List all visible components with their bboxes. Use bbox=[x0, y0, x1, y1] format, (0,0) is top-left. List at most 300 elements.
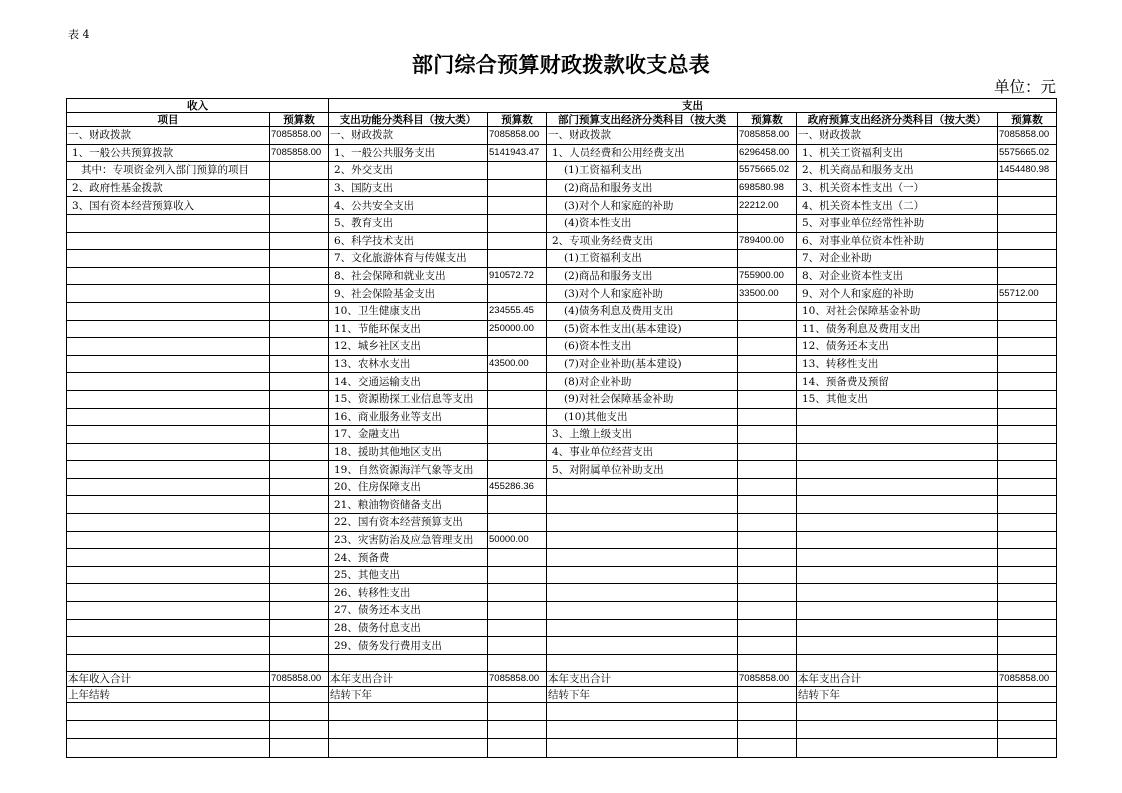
dept-econ-category-cell: (3)对个人和家庭补助 bbox=[547, 285, 738, 303]
table-row bbox=[67, 355, 1057, 373]
income-item-cell bbox=[67, 461, 270, 479]
dept-econ-amount-cell bbox=[738, 654, 797, 671]
gov-econ-category-cell bbox=[797, 549, 998, 567]
gov-econ-amount-cell bbox=[998, 232, 1057, 250]
gov-econ-category-cell: 6、对事业单位资本性补助 bbox=[797, 232, 998, 250]
dept-econ-amount-cell bbox=[738, 637, 797, 655]
dept-econ-category-cell bbox=[547, 478, 738, 496]
dept-econ-category-cell: 5、对附属单位补助支出 bbox=[547, 461, 738, 479]
gov-econ-category-cell: 15、其他支出 bbox=[797, 390, 998, 408]
function-amount-cell bbox=[488, 654, 547, 671]
income-item-cell bbox=[67, 214, 270, 232]
dept-econ-amount-cell bbox=[738, 721, 797, 739]
table-row bbox=[67, 250, 1057, 268]
dept-econ-amount-cell: 5575665.02 bbox=[738, 162, 797, 180]
table-row bbox=[67, 162, 1057, 180]
column-header-gov-econ-amount: 预算数 bbox=[998, 113, 1057, 127]
income-amount-cell bbox=[270, 373, 329, 391]
income-amount-cell bbox=[270, 355, 329, 373]
gov-econ-amount-cell bbox=[998, 584, 1057, 602]
table-row bbox=[67, 721, 1057, 739]
gov-econ-category-cell: 10、对社会保障基金补助 bbox=[797, 302, 998, 320]
income-item-cell bbox=[67, 654, 270, 671]
gov-econ-category-cell: 1、机关工资福利支出 bbox=[797, 144, 998, 162]
income-item-cell bbox=[67, 232, 270, 250]
function-category-cell: 本年支出合计 bbox=[329, 671, 488, 687]
table-row bbox=[67, 514, 1057, 532]
dept-econ-amount-cell: 698580.98 bbox=[738, 179, 797, 197]
function-category-cell: 6、科学技术支出 bbox=[329, 232, 488, 250]
function-category-cell: 21、粮油物资储备支出 bbox=[329, 496, 488, 514]
function-amount-cell bbox=[488, 619, 547, 637]
function-category-cell: 4、公共安全支出 bbox=[329, 197, 488, 215]
gov-econ-amount-cell bbox=[998, 619, 1057, 637]
dept-econ-amount-cell bbox=[738, 214, 797, 232]
function-category-cell: 26、转移性支出 bbox=[329, 584, 488, 602]
column-header-dept-econ-amount: 预算数 bbox=[738, 113, 797, 127]
gov-econ-category-cell bbox=[797, 478, 998, 496]
table-row bbox=[67, 654, 1057, 671]
income-item-cell: 1、一般公共预算拨款 bbox=[67, 144, 270, 162]
income-item-cell bbox=[67, 267, 270, 285]
table-row bbox=[67, 285, 1057, 303]
gov-econ-amount-cell bbox=[998, 373, 1057, 391]
function-amount-cell bbox=[488, 390, 547, 408]
dept-econ-category-cell: (7)对企业补助(基本建设) bbox=[547, 355, 738, 373]
dept-econ-category-cell: 2、专项业务经费支出 bbox=[547, 232, 738, 250]
dept-econ-amount-cell bbox=[738, 602, 797, 620]
dept-econ-amount-cell: 22212.00 bbox=[738, 197, 797, 215]
table-row bbox=[67, 687, 1057, 703]
income-item-cell bbox=[67, 531, 270, 549]
income-item-cell: 其中：专项资金列入部门预算的项目 bbox=[67, 162, 270, 180]
dept-econ-amount-cell: 789400.00 bbox=[738, 232, 797, 250]
income-amount-cell bbox=[270, 566, 329, 584]
table-row bbox=[67, 320, 1057, 338]
gov-econ-category-cell: 本年支出合计 bbox=[797, 671, 998, 687]
function-category-cell: 27、债务还本支出 bbox=[329, 602, 488, 620]
income-amount-cell bbox=[270, 408, 329, 426]
dept-econ-category-cell: (1)工资福利支出 bbox=[547, 162, 738, 180]
function-amount-cell bbox=[488, 584, 547, 602]
dept-econ-amount-cell bbox=[738, 426, 797, 444]
column-header-function-category: 支出功能分类科目（按大类） bbox=[329, 113, 488, 127]
income-amount-cell bbox=[270, 654, 329, 671]
table-row bbox=[67, 443, 1057, 461]
dept-econ-category-cell bbox=[547, 654, 738, 671]
table-number-label: 表 4 bbox=[68, 28, 90, 41]
gov-econ-category-cell: 9、对个人和家庭的补助 bbox=[797, 285, 998, 303]
income-amount-cell bbox=[270, 302, 329, 320]
function-amount-cell: 7085858.00 bbox=[488, 671, 547, 687]
table-row bbox=[67, 531, 1057, 549]
function-category-cell: 一、财政拨款 bbox=[329, 127, 488, 145]
income-item-cell bbox=[67, 478, 270, 496]
gov-econ-category-cell bbox=[797, 619, 998, 637]
function-amount-cell: 250000.00 bbox=[488, 320, 547, 338]
income-amount-cell bbox=[270, 338, 329, 356]
income-item-cell bbox=[67, 496, 270, 514]
gov-econ-category-cell bbox=[797, 602, 998, 620]
income-item-cell bbox=[67, 602, 270, 620]
income-amount-cell bbox=[270, 478, 329, 496]
dept-econ-category-cell: (2)商品和服务支出 bbox=[547, 267, 738, 285]
dept-econ-category-cell bbox=[547, 602, 738, 620]
gov-econ-amount-cell bbox=[998, 250, 1057, 268]
dept-econ-amount-cell: 33500.00 bbox=[738, 285, 797, 303]
income-amount-cell bbox=[270, 549, 329, 567]
function-category-cell: 5、教育支出 bbox=[329, 214, 488, 232]
income-amount-cell bbox=[270, 214, 329, 232]
income-item-cell bbox=[67, 355, 270, 373]
function-category-cell: 2、外交支出 bbox=[329, 162, 488, 180]
dept-econ-category-cell bbox=[547, 619, 738, 637]
table-row bbox=[67, 461, 1057, 479]
table-row bbox=[67, 127, 1057, 145]
gov-econ-amount-cell bbox=[998, 739, 1057, 757]
gov-econ-category-cell bbox=[797, 637, 998, 655]
gov-econ-category-cell bbox=[797, 461, 998, 479]
function-amount-cell: 234555.45 bbox=[488, 302, 547, 320]
function-category-cell: 18、援助其他地区支出 bbox=[329, 443, 488, 461]
gov-econ-amount-cell: 55712.00 bbox=[998, 285, 1057, 303]
dept-econ-amount-cell bbox=[738, 338, 797, 356]
income-item-cell bbox=[67, 619, 270, 637]
function-amount-cell bbox=[488, 637, 547, 655]
gov-econ-category-cell: 4、机关资本性支出（二） bbox=[797, 197, 998, 215]
group-header-row bbox=[67, 99, 1057, 113]
gov-econ-category-cell: 一、财政拨款 bbox=[797, 127, 998, 145]
income-item-cell: 本年收入合计 bbox=[67, 671, 270, 687]
table-row bbox=[67, 338, 1057, 356]
income-item-cell bbox=[67, 250, 270, 268]
function-amount-cell bbox=[488, 214, 547, 232]
gov-econ-category-cell: 11、债务利息及费用支出 bbox=[797, 320, 998, 338]
dept-econ-category-cell bbox=[547, 739, 738, 757]
function-amount-cell bbox=[488, 549, 547, 567]
table-row bbox=[67, 426, 1057, 444]
income-item-cell bbox=[67, 566, 270, 584]
gov-econ-amount-cell bbox=[998, 478, 1057, 496]
dept-econ-category-cell: (5)资本性支出(基本建设) bbox=[547, 320, 738, 338]
function-category-cell: 20、住房保障支出 bbox=[329, 478, 488, 496]
function-amount-cell bbox=[488, 426, 547, 444]
table-row bbox=[67, 197, 1057, 215]
dept-econ-category-cell: (9)对社会保障基金补助 bbox=[547, 390, 738, 408]
income-item-cell bbox=[67, 426, 270, 444]
income-amount-cell bbox=[270, 637, 329, 655]
gov-econ-amount-cell bbox=[998, 302, 1057, 320]
income-amount-cell bbox=[270, 320, 329, 338]
dept-econ-category-cell: 一、财政拨款 bbox=[547, 127, 738, 145]
table-row bbox=[67, 602, 1057, 620]
function-category-cell: 3、国防支出 bbox=[329, 179, 488, 197]
income-item-cell bbox=[67, 302, 270, 320]
income-item-cell bbox=[67, 443, 270, 461]
income-amount-cell bbox=[270, 721, 329, 739]
dept-econ-amount-cell: 6296458.00 bbox=[738, 144, 797, 162]
function-amount-cell: 43500.00 bbox=[488, 355, 547, 373]
function-category-cell: 16、商业服务业等支出 bbox=[329, 408, 488, 426]
dept-econ-amount-cell bbox=[738, 514, 797, 532]
gov-econ-amount-cell bbox=[998, 721, 1057, 739]
dept-econ-category-cell bbox=[547, 514, 738, 532]
function-category-cell: 23、灾害防治及应急管理支出 bbox=[329, 531, 488, 549]
function-category-cell: 11、节能环保支出 bbox=[329, 320, 488, 338]
gov-econ-category-cell bbox=[797, 408, 998, 426]
gov-econ-category-cell: 7、对企业补助 bbox=[797, 250, 998, 268]
income-amount-cell: 7085858.00 bbox=[270, 144, 329, 162]
table-row bbox=[67, 179, 1057, 197]
income-amount-cell bbox=[270, 687, 329, 703]
table-row bbox=[67, 566, 1057, 584]
gov-econ-amount-cell bbox=[998, 461, 1057, 479]
gov-econ-category-cell bbox=[797, 531, 998, 549]
dept-econ-category-cell: 1、人员经费和公用经费支出 bbox=[547, 144, 738, 162]
dept-econ-amount-cell bbox=[738, 461, 797, 479]
function-amount-cell: 910572.72 bbox=[488, 267, 547, 285]
income-amount-cell bbox=[270, 584, 329, 602]
gov-econ-category-cell bbox=[797, 426, 998, 444]
dept-econ-amount-cell bbox=[738, 584, 797, 602]
income-amount-cell bbox=[270, 232, 329, 250]
income-amount-cell: 7085858.00 bbox=[270, 127, 329, 145]
income-amount-cell bbox=[270, 426, 329, 444]
gov-econ-category-cell: 8、对企业资本性支出 bbox=[797, 267, 998, 285]
gov-econ-amount-cell bbox=[998, 602, 1057, 620]
function-amount-cell bbox=[488, 602, 547, 620]
table-row bbox=[67, 267, 1057, 285]
income-item-cell: 3、国有资本经营预算收入 bbox=[67, 197, 270, 215]
dept-econ-amount-cell bbox=[738, 566, 797, 584]
dept-econ-category-cell bbox=[547, 496, 738, 514]
column-header-gov-econ-category: 政府预算支出经济分类科目（按大类） bbox=[797, 113, 998, 127]
income-amount-cell bbox=[270, 602, 329, 620]
dept-econ-category-cell: (3)对个人和家庭的补助 bbox=[547, 197, 738, 215]
expense-group-header: 支出 bbox=[329, 99, 1057, 113]
dept-econ-category-cell bbox=[547, 721, 738, 739]
income-item-cell bbox=[67, 721, 270, 739]
gov-econ-amount-cell bbox=[998, 637, 1057, 655]
dept-econ-category-cell bbox=[547, 531, 738, 549]
dept-econ-amount-cell: 7085858.00 bbox=[738, 671, 797, 687]
function-amount-cell bbox=[488, 496, 547, 514]
gov-econ-amount-cell bbox=[998, 443, 1057, 461]
table-body bbox=[67, 127, 1057, 758]
income-item-cell bbox=[67, 584, 270, 602]
gov-econ-amount-cell bbox=[998, 549, 1057, 567]
table-row bbox=[67, 214, 1057, 232]
function-amount-cell bbox=[488, 687, 547, 703]
dept-econ-category-cell: (10)其他支出 bbox=[547, 408, 738, 426]
income-amount-cell bbox=[270, 197, 329, 215]
income-amount-cell bbox=[270, 702, 329, 720]
gov-econ-category-cell: 2、机关商品和服务支出 bbox=[797, 162, 998, 180]
gov-econ-category-cell bbox=[797, 702, 998, 720]
income-amount-cell bbox=[270, 531, 329, 549]
gov-econ-amount-cell bbox=[998, 687, 1057, 703]
gov-econ-amount-cell bbox=[998, 702, 1057, 720]
function-amount-cell bbox=[488, 702, 547, 720]
income-amount-cell bbox=[270, 496, 329, 514]
table-row bbox=[67, 302, 1057, 320]
gov-econ-amount-cell bbox=[998, 496, 1057, 514]
dept-econ-category-cell bbox=[547, 702, 738, 720]
gov-econ-amount-cell bbox=[998, 338, 1057, 356]
gov-econ-category-cell bbox=[797, 739, 998, 757]
dept-econ-category-cell: (4)资本性支出 bbox=[547, 214, 738, 232]
income-item-cell bbox=[67, 549, 270, 567]
function-category-cell bbox=[329, 654, 488, 671]
function-amount-cell bbox=[488, 250, 547, 268]
function-category-cell: 结转下年 bbox=[329, 687, 488, 703]
column-header-row bbox=[67, 113, 1057, 127]
gov-econ-category-cell bbox=[797, 566, 998, 584]
table-row bbox=[67, 408, 1057, 426]
function-category-cell: 13、农林水支出 bbox=[329, 355, 488, 373]
dept-econ-amount-cell bbox=[738, 250, 797, 268]
column-header-function-amount: 预算数 bbox=[488, 113, 547, 127]
income-amount-cell bbox=[270, 739, 329, 757]
income-amount-cell bbox=[270, 461, 329, 479]
dept-econ-amount-cell bbox=[738, 408, 797, 426]
function-amount-cell bbox=[488, 162, 547, 180]
gov-econ-category-cell: 12、债务还本支出 bbox=[797, 338, 998, 356]
table-row bbox=[67, 390, 1057, 408]
gov-econ-amount-cell bbox=[998, 531, 1057, 549]
table-row bbox=[67, 702, 1057, 720]
dept-econ-amount-cell bbox=[738, 355, 797, 373]
function-category-cell: 14、交通运输支出 bbox=[329, 373, 488, 391]
income-group-header: 收入 bbox=[67, 99, 329, 113]
income-item-cell: 一、财政拨款 bbox=[67, 127, 270, 145]
gov-econ-amount-cell bbox=[998, 408, 1057, 426]
dept-econ-category-cell: (6)资本性支出 bbox=[547, 338, 738, 356]
function-category-cell: 28、债务付息支出 bbox=[329, 619, 488, 637]
dept-econ-category-cell: 3、上缴上级支出 bbox=[547, 426, 738, 444]
gov-econ-category-cell: 3、机关资本性支出（一） bbox=[797, 179, 998, 197]
income-item-cell bbox=[67, 338, 270, 356]
dept-econ-amount-cell bbox=[738, 373, 797, 391]
dept-econ-amount-cell bbox=[738, 302, 797, 320]
dept-econ-category-cell: 本年支出合计 bbox=[547, 671, 738, 687]
dept-econ-category-cell bbox=[547, 566, 738, 584]
function-amount-cell bbox=[488, 285, 547, 303]
gov-econ-amount-cell bbox=[998, 426, 1057, 444]
function-amount-cell bbox=[488, 443, 547, 461]
dept-econ-category-cell: 结转下年 bbox=[547, 687, 738, 703]
function-amount-cell: 7085858.00 bbox=[488, 127, 547, 145]
gov-econ-amount-cell bbox=[998, 390, 1057, 408]
income-item-cell bbox=[67, 637, 270, 655]
gov-econ-amount-cell: 7085858.00 bbox=[998, 127, 1057, 145]
gov-econ-category-cell bbox=[797, 721, 998, 739]
gov-econ-category-cell bbox=[797, 584, 998, 602]
budget-table bbox=[66, 98, 1057, 758]
function-category-cell bbox=[329, 702, 488, 720]
gov-econ-amount-cell: 5575665.02 bbox=[998, 144, 1057, 162]
function-category-cell: 24、预备费 bbox=[329, 549, 488, 567]
gov-econ-category-cell: 5、对事业单位经常性补助 bbox=[797, 214, 998, 232]
dept-econ-category-cell: (2)商品和服务支出 bbox=[547, 179, 738, 197]
function-category-cell: 9、社会保险基金支出 bbox=[329, 285, 488, 303]
table-row bbox=[67, 144, 1057, 162]
table-row bbox=[67, 739, 1057, 757]
gov-econ-amount-cell bbox=[998, 197, 1057, 215]
function-category-cell: 12、城乡社区支出 bbox=[329, 338, 488, 356]
function-category-cell: 8、社会保障和就业支出 bbox=[329, 267, 488, 285]
table-row bbox=[67, 619, 1057, 637]
gov-econ-category-cell bbox=[797, 514, 998, 532]
income-item-cell: 2、政府性基金拨款 bbox=[67, 179, 270, 197]
function-amount-cell bbox=[488, 408, 547, 426]
function-amount-cell bbox=[488, 373, 547, 391]
function-amount-cell: 455286.36 bbox=[488, 478, 547, 496]
income-item-cell bbox=[67, 702, 270, 720]
dept-econ-amount-cell bbox=[738, 478, 797, 496]
function-amount-cell bbox=[488, 721, 547, 739]
income-item-cell bbox=[67, 390, 270, 408]
dept-econ-amount-cell bbox=[738, 320, 797, 338]
dept-econ-category-cell: (4)债务利息及费用支出 bbox=[547, 302, 738, 320]
income-amount-cell bbox=[270, 443, 329, 461]
function-category-cell: 25、其他支出 bbox=[329, 566, 488, 584]
gov-econ-amount-cell: 1454480.98 bbox=[998, 162, 1057, 180]
function-amount-cell bbox=[488, 197, 547, 215]
table-header bbox=[67, 99, 1057, 127]
function-category-cell: 7、文化旅游体育与传媒支出 bbox=[329, 250, 488, 268]
income-amount-cell: 7085858.00 bbox=[270, 671, 329, 687]
dept-econ-amount-cell: 7085858.00 bbox=[738, 127, 797, 145]
column-header-income-item: 项目 bbox=[67, 113, 270, 127]
function-category-cell: 22、国有资本经营预算支出 bbox=[329, 514, 488, 532]
income-amount-cell bbox=[270, 179, 329, 197]
gov-econ-amount-cell bbox=[998, 267, 1057, 285]
gov-econ-category-cell: 结转下年 bbox=[797, 687, 998, 703]
function-amount-cell: 50000.00 bbox=[488, 531, 547, 549]
dept-econ-amount-cell: 755900.00 bbox=[738, 267, 797, 285]
function-amount-cell bbox=[488, 179, 547, 197]
income-item-cell bbox=[67, 285, 270, 303]
dept-econ-amount-cell bbox=[738, 687, 797, 703]
page-title: 部门综合预算财政拨款收支总表 bbox=[411, 52, 711, 77]
gov-econ-category-cell: 14、预备费及预留 bbox=[797, 373, 998, 391]
function-category-cell: 15、资源勘探工业信息等支出 bbox=[329, 390, 488, 408]
function-amount-cell bbox=[488, 566, 547, 584]
income-amount-cell bbox=[270, 514, 329, 532]
dept-econ-amount-cell bbox=[738, 531, 797, 549]
function-category-cell bbox=[329, 739, 488, 757]
function-category-cell: 10、卫生健康支出 bbox=[329, 302, 488, 320]
dept-econ-amount-cell bbox=[738, 549, 797, 567]
income-amount-cell bbox=[270, 285, 329, 303]
function-amount-cell bbox=[488, 338, 547, 356]
table-row bbox=[67, 584, 1057, 602]
income-item-cell bbox=[67, 320, 270, 338]
dept-econ-category-cell bbox=[547, 637, 738, 655]
dept-econ-amount-cell bbox=[738, 390, 797, 408]
function-amount-cell bbox=[488, 232, 547, 250]
income-amount-cell bbox=[270, 162, 329, 180]
dept-econ-amount-cell bbox=[738, 619, 797, 637]
function-category-cell: 19、自然资源海洋气象等支出 bbox=[329, 461, 488, 479]
table-row bbox=[67, 478, 1057, 496]
table-row bbox=[67, 232, 1057, 250]
dept-econ-category-cell bbox=[547, 584, 738, 602]
dept-econ-category-cell: (1)工资福利支出 bbox=[547, 250, 738, 268]
gov-econ-amount-cell bbox=[998, 566, 1057, 584]
income-item-cell bbox=[67, 408, 270, 426]
